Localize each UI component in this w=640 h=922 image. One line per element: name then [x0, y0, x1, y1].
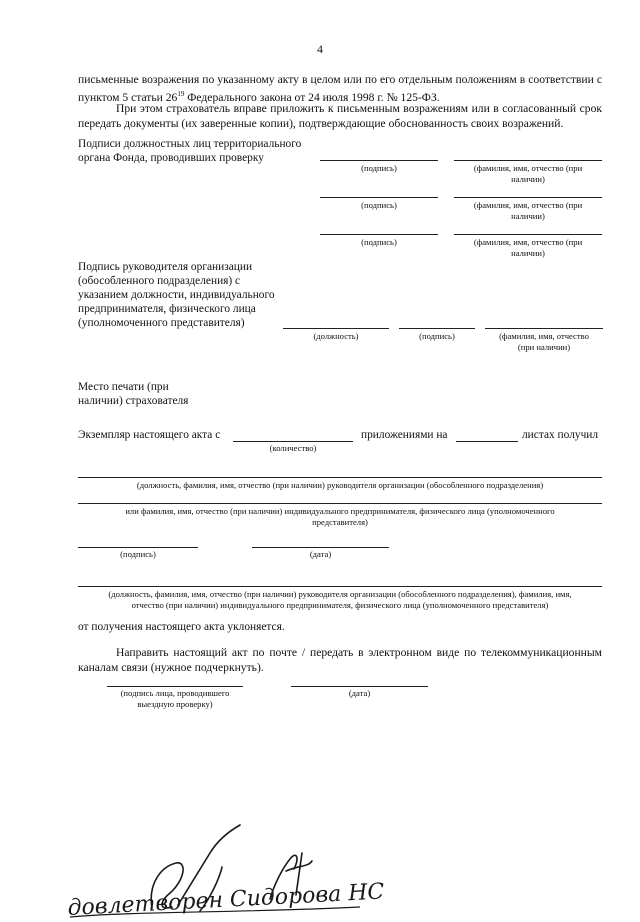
inspector-sign-caption-1: (подпись) [361, 163, 397, 173]
inspector-fio-line-3 [454, 234, 602, 235]
inspectors-label [78, 137, 301, 165]
copy-received-part1: Экземпляр настоящего акта с [78, 429, 221, 441]
head-label-line1: Подпись руководителя организации [78, 261, 253, 273]
inspectors-label-line1: Подписи должностных лиц территориального [78, 138, 302, 150]
inspector-sign-line-1 [320, 160, 438, 161]
receiver-date-caption: (дата) [309, 549, 332, 559]
evade-caption-b: отчество (при наличии) индивидуального предпринимателя, физического лица (уполномоченного представителя) [131, 599, 549, 610]
head-position-caption: (должность) [313, 331, 359, 341]
head-position-line [283, 328, 389, 329]
evade-text: от получения настоящего акта уклоняется. [78, 621, 285, 633]
paragraph-objections-tail: Федерального закона от 24 июля 1998 г. № 125-ФЗ. [184, 90, 440, 104]
page-number: 4 [317, 42, 323, 56]
inspector-sign-caption-3: (подпись) [361, 237, 397, 247]
paragraph-objections [78, 72, 602, 105]
seal-line2: наличии) страхователя [78, 395, 189, 407]
inspector-final-sign-line [107, 686, 243, 687]
seal-line1: Место печати (при [78, 381, 169, 393]
head-signature-label [78, 260, 288, 330]
inspector-sign-line-3 [320, 234, 438, 235]
inspector-fio-caption-3b: наличии) [511, 247, 545, 258]
copy-received-part3: листах получил [522, 429, 599, 441]
inspector-fio-line-1 [454, 160, 602, 161]
inspector-final-sign-caption-a: (подпись лица, проводившего [120, 688, 230, 698]
head-label-line5: (уполномоченного представителя) [78, 317, 245, 329]
head-fio-line [485, 328, 603, 329]
receiver-line-1 [78, 477, 602, 478]
inspector-fio-caption-1b: наличии) [511, 173, 545, 184]
copy-sheets-line [456, 441, 518, 442]
head-label-line2: (обособленного подразделения) с [78, 275, 241, 287]
send-paragraph: Направить настоящий акт по почте / передать в электронном виде по телекоммуникационным каналам связи (нужное подчеркнуть). [78, 646, 602, 674]
handwritten-signature [60, 815, 390, 922]
head-label-line3: указанием должности, индивидуального [78, 289, 275, 301]
receiver-caption-2a: или фамилия, имя, отчество (при наличии) индивидуального предпринимателя, физического лица (уполномоченного [125, 506, 555, 516]
receiver-line-2 [78, 503, 602, 504]
paragraph-objections-text: письменные возражения по указанному акту в целом или по его отдельным положениям в соответствии с пунктом 5 статьи 26 [78, 73, 602, 104]
receiver-sign-caption: (подпись) [120, 549, 156, 559]
receiver-caption-1: (должность, фамилия, имя, отчество (при наличии) руководителя организации (обособленного подразделения) [136, 480, 544, 490]
copy-received-part2: приложениями на [361, 429, 448, 441]
head-fio-caption-b: (при наличии) [517, 341, 571, 352]
head-fio-caption-a: (фамилия, имя, отчество [499, 331, 589, 341]
receiver-caption-2 [78, 506, 602, 527]
inspector-fio-caption-3a: (фамилия, имя, отчество (при [473, 237, 583, 247]
inspector-fio-caption-2b: наличии) [511, 210, 545, 221]
receiver-caption-2b: представителя) [312, 516, 368, 527]
receiver-date-line [252, 547, 389, 548]
copy-quantity-line [233, 441, 353, 442]
head-fio-caption [485, 331, 603, 352]
seal-place [78, 380, 188, 408]
evade-line [78, 586, 602, 587]
paragraph-documents: При этом страхователь вправе приложить к письменным возражениям или в согласованный срок передать документы (их заверенные копии), подтверждающие обоснованность своих возражений. [78, 102, 602, 130]
handwriting-text: довлетворен Сидорова НС [67, 879, 385, 921]
final-date-line [291, 686, 428, 687]
inspector-fio-line-2 [454, 197, 602, 198]
inspector-fio-caption-3 [454, 237, 602, 258]
inspectors-label-line2: органа Фонда, проводивших проверку [78, 152, 264, 164]
inspector-fio-caption-2a: (фамилия, имя, отчество (при [473, 200, 583, 210]
receiver-sign-line [78, 547, 198, 548]
inspector-final-sign-caption-b: выездную проверку) [137, 698, 213, 709]
evade-caption [78, 589, 602, 610]
head-sign-caption: (подпись) [419, 331, 455, 341]
inspector-fio-caption-1 [454, 163, 602, 184]
head-label-line4: предпринимателя, физического лица [78, 303, 256, 315]
article-superscript: 19 [177, 90, 185, 98]
copy-quantity-caption: (количество) [269, 443, 317, 453]
inspector-fio-caption-1a: (фамилия, имя, отчество (при [473, 163, 583, 173]
inspector-sign-line-2 [320, 197, 438, 198]
head-sign-line [399, 328, 475, 329]
inspector-sign-caption-2: (подпись) [361, 200, 397, 210]
final-date-caption: (дата) [348, 688, 371, 698]
inspector-final-sign-caption [107, 688, 243, 709]
inspector-fio-caption-2 [454, 200, 602, 221]
evade-caption-a: (должность, фамилия, имя, отчество (при наличии) руководителя организации (обособленного подразделения), фамилия, имя, [108, 589, 572, 599]
